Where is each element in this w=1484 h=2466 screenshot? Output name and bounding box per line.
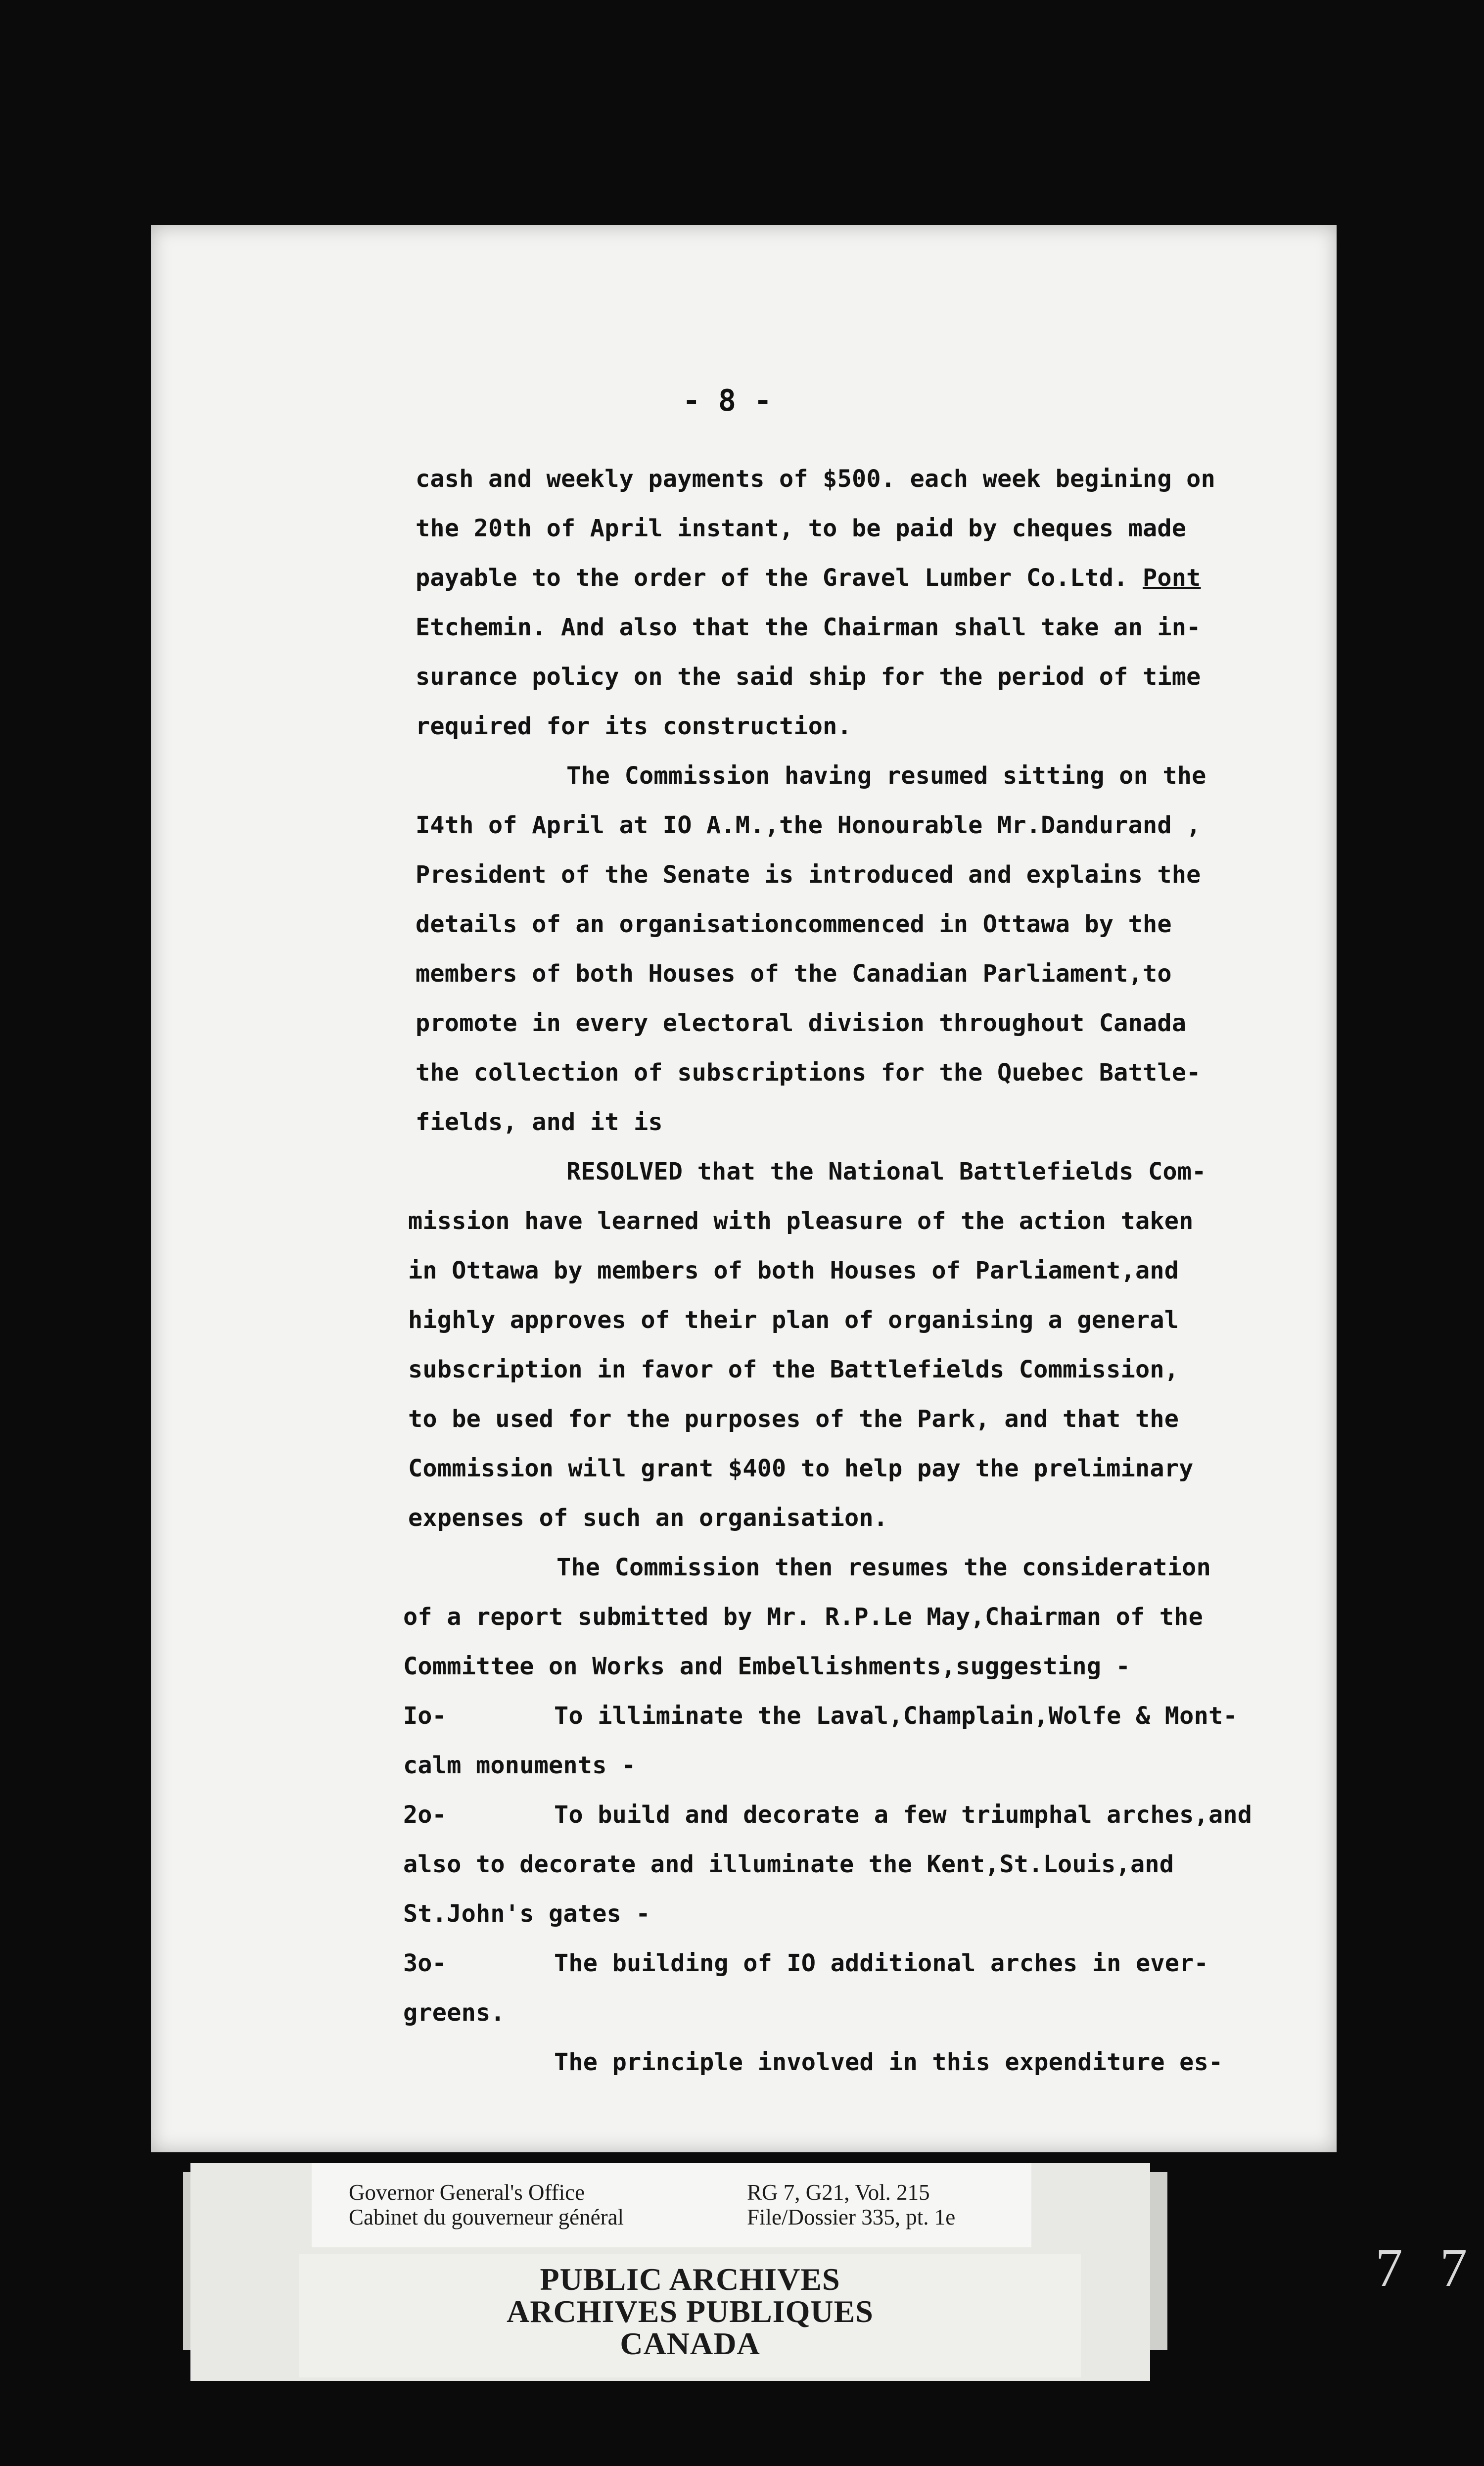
underlined-place-name: Pont [1142,564,1201,592]
text-line: cash and weekly payments of $500. each week begining on [416,465,1215,493]
resolution-start: RESOLVED that the National Battlefields Com- [566,1158,1206,1186]
text-line: in Ottawa by members of both Houses of Parliament,and [408,1257,1179,1284]
office-name-fr: Cabinet du gouverneur général [349,2205,624,2229]
text-line: of a report submitted by Mr. R.P.Le May,Chairman of the [403,1603,1203,1631]
text-line: mission have learned with pleasure of the action taken [408,1207,1194,1235]
text-line: President of the Senate is introduced and explains the [416,861,1201,889]
file-reference: File/Dossier 335, pt. 1e [747,2205,956,2229]
text-line: also to decorate and illuminate the Kent,St.Louis,and [403,1850,1174,1878]
text-line: fields, and it is [416,1108,663,1136]
item-number: 3o- [403,1949,447,1977]
text-line: the 20th of April instant, to be paid by cheques made [416,515,1187,542]
page-number: - 8 - [682,383,772,418]
document-page [151,225,1337,2152]
list-item-text: To build and decorate a few triumphal arches,and [554,1801,1252,1829]
text-line: members of both Houses of the Canadian Parliament,to [416,960,1172,988]
text-line: calm monuments - [403,1752,636,1779]
stamp-line-country: CANADA [620,2326,760,2361]
text-line: the collection of subscriptions for the Quebec Battle- [416,1059,1201,1087]
office-name-en: Governor General's Office [349,2180,585,2205]
text-line: required for its construction. [416,712,852,740]
paragraph-start: The Commission having resumed sitting on the [566,762,1206,790]
text-fragment: payable to the order of the Gravel Lumber Co.Ltd. [416,564,1143,592]
text-line: Etchemin. And also that the Chairman shall take an in- [416,614,1201,641]
list-item-text: To illiminate the Laval,Champlain,Wolfe & Mont- [554,1702,1238,1730]
text-line: St.John's gates - [403,1900,650,1928]
text-line [416,564,1201,592]
text-line: surance policy on the said ship for the period of time [416,663,1201,691]
text-line: promote in every electoral division throughout Canada [416,1009,1187,1037]
stamp-line-french: ARCHIVES PUBLIQUES [507,2294,874,2329]
text-line: expenses of such an organisation. [408,1504,888,1532]
film-frame-number: 7 7 [1375,2237,1479,2298]
text-line: Committee on Works and Embellishments,suggesting - [403,1653,1130,1680]
item-number: Io- [403,1702,447,1730]
text-line: highly approves of their plan of organising a general [408,1306,1179,1334]
text-line: Commission will grant $400 to help pay the preliminary [408,1455,1194,1482]
item-number: 2o- [403,1801,447,1829]
record-group-reference: RG 7, G21, Vol. 215 [747,2180,930,2205]
paragraph-start: The Commission then resumes the consideration [556,1554,1211,1581]
text-line: greens. [403,1999,505,2027]
text-line: to be used for the purposes of the Park, and that the [408,1405,1179,1433]
text-line: I4th of April at IO A.M.,the Honourable Mr.Dandurand , [416,811,1201,839]
text-line: details of an organisationcommenced in Ottawa by the [416,910,1172,938]
list-item-text: The building of IO additional arches in ever- [554,1949,1208,1977]
text-line: subscription in favor of the Battlefields Commission, [408,1356,1179,1383]
stamp-line-english: PUBLIC ARCHIVES [540,2262,840,2297]
paragraph-start: The principle involved in this expenditure es- [554,2048,1223,2076]
